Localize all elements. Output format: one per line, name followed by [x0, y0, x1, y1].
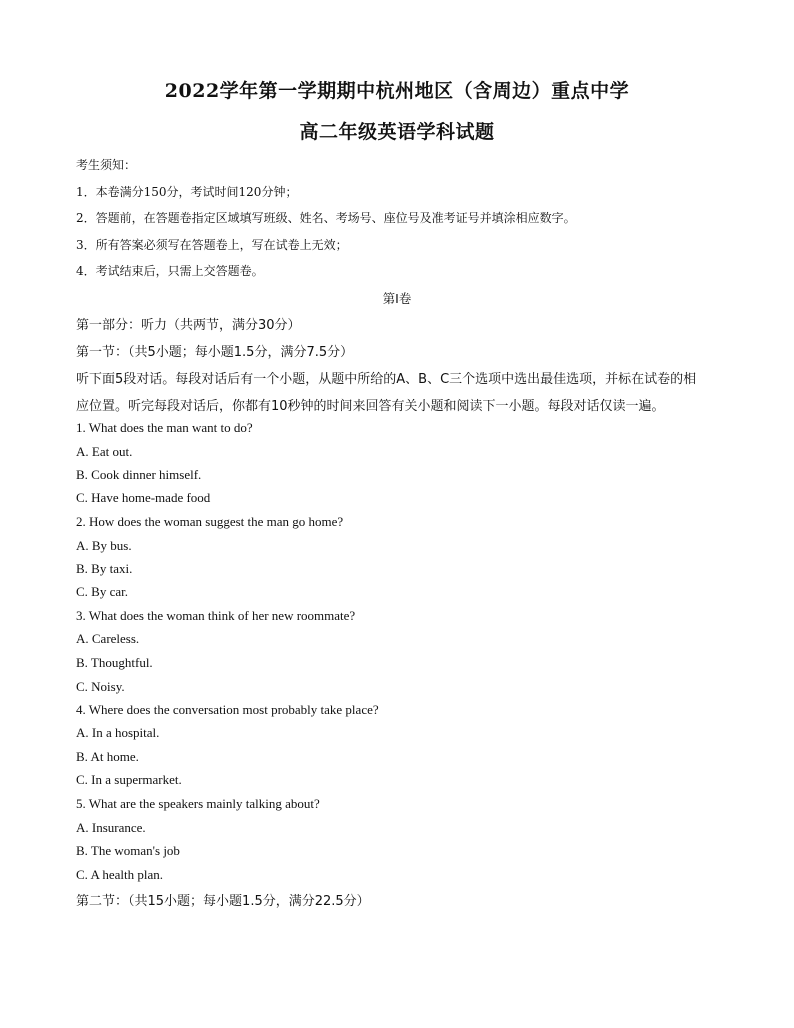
option-c: C. A health plan.: [76, 867, 164, 882]
option-c: C. In a supermarket.: [76, 772, 182, 787]
notice-item-1: 1．本卷满分150分，考试时间120分钟；: [76, 185, 298, 199]
instructions-line-2: 应位置。听完每段对话后，你都有10秒钟的时间来回答有关小题和阅读下一小题。每段对话仅读一遍。: [76, 399, 665, 414]
notice-item-4: 4．考试结束后，只需上交答题卷。: [76, 264, 264, 278]
exam-subtitle: 高二年级英语学科试题: [299, 121, 495, 143]
question-stem: 1. What does the man want to do?: [76, 420, 253, 435]
section2-heading: 第二节：（共15小题；每小题1.5分，满分22.5分）: [76, 894, 370, 909]
section1-heading: 第一节：（共5小题；每小题1.5分，满分7.5分）: [76, 345, 354, 360]
question-stem: 4. Where does the conversation most probably take place?: [76, 702, 379, 717]
option-b: B. At home.: [76, 749, 139, 764]
instructions-line-1: 听下面5段对话。每段对话后有一个小题，从题中所给的A、B、C三个选项中选出最佳选项，并标在试卷的相: [76, 372, 697, 387]
option-c: C. Have home-made food: [76, 490, 211, 505]
volume-label: 第I卷: [382, 291, 412, 306]
notice-heading: 考生须知：: [76, 158, 137, 172]
part1-heading: 第一部分：听力（共两节，满分30分）: [76, 318, 301, 333]
option-a: A. Careless.: [76, 631, 140, 646]
option-b: B. Cook dinner himself.: [76, 467, 202, 482]
option-a: A. By bus.: [76, 538, 132, 553]
question-stem: 2. How does the woman suggest the man go home?: [76, 514, 344, 529]
question-stem: 3. What does the woman think of her new roommate?: [76, 608, 356, 623]
notice-item-2: 2．答题前，在答题卷指定区域填写班级、姓名、考场号、座位号及准考证号并填涂相应数字。: [76, 211, 576, 225]
question-stem: 5. What are the speakers mainly talking about?: [76, 796, 320, 811]
exam-title: 2022学年第一学期期中杭州地区（含周边）重点中学: [164, 80, 630, 102]
option-a: A. Insurance.: [76, 820, 146, 835]
option-c: C. By car.: [76, 584, 128, 599]
option-b: B. By taxi.: [76, 561, 133, 576]
option-b: B. The woman's job: [76, 843, 180, 858]
option-a: A. Eat out.: [76, 444, 133, 459]
option-b: B. Thoughtful.: [76, 655, 153, 670]
option-c: C. Noisy.: [76, 679, 125, 694]
notice-item-3: 3．所有答案必须写在答题卷上，写在试卷上无效；: [76, 238, 348, 252]
option-a: A. In a hospital.: [76, 725, 160, 740]
